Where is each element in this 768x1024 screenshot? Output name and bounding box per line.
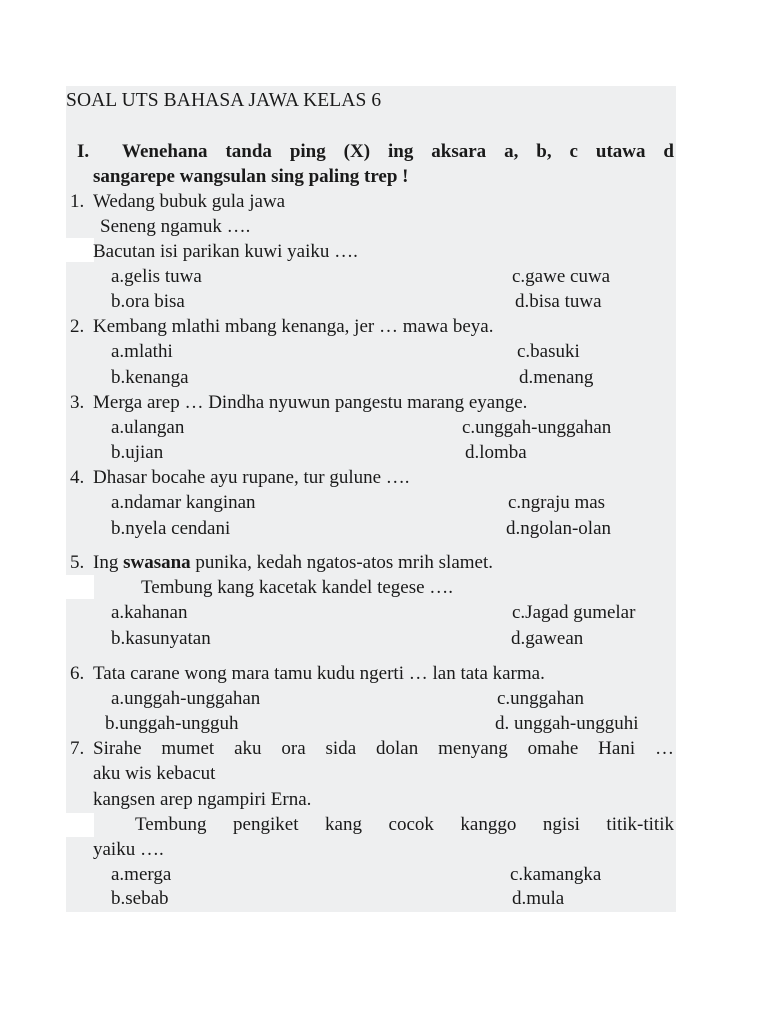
option-a: a.ndamar kanginan <box>111 492 256 513</box>
section-number: I. <box>77 141 90 162</box>
question-line: Kembang mlathi mbang kenanga, jer … mawa beya. <box>93 316 494 337</box>
option-c: c.unggahan <box>497 688 585 709</box>
option-c: c.kamangka <box>510 864 602 885</box>
question-line: kangsen arep ngampiri Erna. <box>93 789 312 810</box>
question-line: yaiku …. <box>93 839 164 860</box>
scan-notch <box>66 575 94 599</box>
scan-notch <box>66 238 94 262</box>
option-c: c.Jagad gumelar <box>512 602 636 623</box>
option-d: d.menang <box>519 367 594 388</box>
question-text-post: punika, kedah ngatos-atos mrih slamet. <box>190 552 494 573</box>
option-c: c.basuki <box>517 341 580 362</box>
option-a: a.ulangan <box>111 417 185 438</box>
question-line: Tata carane wong mara tamu kudu ngerti … lan tata karma. <box>93 663 545 684</box>
option-b: b.kenanga <box>111 367 189 388</box>
question-line: Seneng ngamuk …. <box>100 216 251 237</box>
question-line: Tembung pengiket kang cocok kanggo ngisi titik-titik <box>135 814 674 835</box>
option-c: c.gawe cuwa <box>512 266 611 287</box>
scan-notch <box>66 813 94 837</box>
option-a: a.merga <box>111 864 172 885</box>
question-number: 4. <box>70 467 85 488</box>
question-text-pre: Ing <box>93 552 124 573</box>
instruction-line-1: Wenehana tanda ping (X) ing aksara a, b, c utawa d <box>122 141 674 162</box>
option-b: b.kasunyatan <box>111 628 211 649</box>
bold-word: swasana <box>123 552 191 573</box>
question-number: 3. <box>70 392 85 413</box>
page-title: SOAL UTS BAHASA JAWA KELAS 6 <box>66 90 382 111</box>
question-line <box>93 551 493 575</box>
option-b: b.unggah-ungguh <box>105 713 239 734</box>
option-a: a.gelis tuwa <box>111 266 202 287</box>
option-d: d.lomba <box>465 442 527 463</box>
question-line: Dhasar bocahe ayu rupane, tur gulune …. <box>93 467 410 488</box>
option-c: c.ngraju mas <box>508 492 606 513</box>
option-d: d.gawean <box>511 628 584 649</box>
option-a: a.mlathi <box>111 341 173 362</box>
option-d: d.mula <box>512 888 565 909</box>
option-b: b.ujian <box>111 442 164 463</box>
question-line: Wedang bubuk gula jawa <box>93 191 286 212</box>
question-line: Merga arep … Dindha nyuwun pangestu marang eyange. <box>93 392 528 413</box>
question-line: aku wis kebacut <box>93 763 216 784</box>
question-line: Bacutan isi parikan kuwi yaiku …. <box>93 241 358 262</box>
option-c: c.unggah-unggahan <box>462 417 612 438</box>
option-d: d.bisa tuwa <box>515 291 602 312</box>
question-number: 7. <box>70 738 85 759</box>
option-b: b.nyela cendani <box>111 518 231 539</box>
option-d: d.ngolan-olan <box>506 518 612 539</box>
question-line: Tembung kang kacetak kandel tegese …. <box>141 577 454 598</box>
question-line: Sirahe mumet aku ora sida dolan menyang omahe Hani … <box>93 738 674 759</box>
question-number: 5. <box>70 552 85 573</box>
option-d: d. unggah-ungguhi <box>495 713 639 734</box>
instruction-line-2: sangarepe wangsulan sing paling trep ! <box>93 166 409 187</box>
question-number: 6. <box>70 663 85 684</box>
option-a: a.kahanan <box>111 602 188 623</box>
question-number: 1. <box>70 191 85 212</box>
question-number: 2. <box>70 316 85 337</box>
option-b: b.sebab <box>111 888 169 909</box>
option-a: a.unggah-unggahan <box>111 688 261 709</box>
option-b: b.ora bisa <box>111 291 185 312</box>
